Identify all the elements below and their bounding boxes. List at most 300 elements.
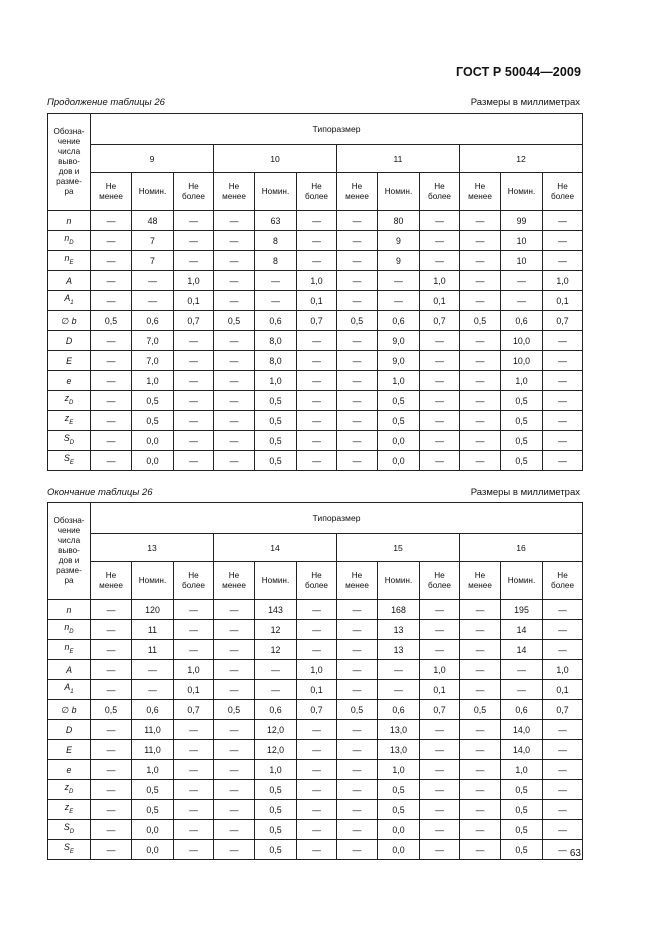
value-cell: —: [501, 291, 543, 311]
value-cell: 1,0: [543, 660, 583, 680]
subheader-cell: Номин.: [378, 173, 420, 211]
value-cell: 0,7: [420, 311, 460, 331]
value-cell: —: [337, 291, 378, 311]
value-cell: 0,0: [132, 431, 174, 451]
value-cell: —: [91, 411, 132, 431]
value-cell: 0,0: [132, 840, 174, 860]
size-header: 10: [214, 145, 337, 173]
value-cell: —: [420, 451, 460, 471]
value-cell: —: [543, 720, 583, 740]
value-cell: —: [543, 371, 583, 391]
value-cell: —: [543, 620, 583, 640]
value-cell: 0,1: [420, 291, 460, 311]
value-cell: 0,5: [132, 391, 174, 411]
symbol-cell: [48, 600, 91, 620]
value-cell: —: [174, 451, 214, 471]
value-cell: —: [543, 740, 583, 760]
value-cell: 1,0: [255, 760, 297, 780]
value-cell: —: [337, 371, 378, 391]
table-title: Окончание таблицы 26: [47, 487, 153, 498]
size-header: 15: [337, 534, 460, 562]
symbol-subscript: D: [69, 399, 74, 406]
value-cell: —: [460, 640, 501, 660]
value-cell: 0,5: [501, 800, 543, 820]
value-cell: 0,6: [378, 700, 420, 720]
value-cell: 14: [501, 640, 543, 660]
value-cell: —: [214, 231, 255, 251]
value-cell: —: [174, 431, 214, 451]
value-cell: —: [420, 740, 460, 760]
dimension-table-end: [47, 502, 583, 860]
value-cell: 0,5: [255, 800, 297, 820]
value-cell: 0,5: [255, 451, 297, 471]
value-cell: 48: [132, 211, 174, 231]
page-number: 63: [569, 848, 581, 859]
value-cell: 0,6: [132, 311, 174, 331]
symbol-subscript: E: [69, 459, 74, 466]
table-row: [48, 600, 583, 620]
value-cell: 0,6: [378, 311, 420, 331]
symbol: S: [64, 842, 70, 853]
value-cell: 8,0: [255, 331, 297, 351]
value-cell: 11,0: [132, 740, 174, 760]
symbol: E: [66, 355, 72, 366]
value-cell: —: [543, 351, 583, 371]
value-cell: 0,0: [378, 840, 420, 860]
value-cell: —: [420, 371, 460, 391]
value-cell: —: [91, 431, 132, 451]
value-cell: 0,5: [255, 820, 297, 840]
symbol-cell: [48, 391, 91, 411]
value-cell: 1,0: [132, 371, 174, 391]
value-cell: 13: [378, 620, 420, 640]
symbol-cell: [48, 371, 91, 391]
value-cell: —: [91, 640, 132, 660]
value-cell: 0,5: [255, 431, 297, 451]
value-cell: —: [214, 760, 255, 780]
value-cell: —: [337, 720, 378, 740]
value-cell: 9,0: [378, 351, 420, 371]
value-cell: 14,0: [501, 720, 543, 740]
subheader-cell: Номин.: [132, 173, 174, 211]
subheader-cell: Не более: [543, 173, 583, 211]
value-cell: —: [297, 620, 337, 640]
table-row: [48, 780, 583, 800]
header-row: [48, 503, 583, 534]
symbol-cell: [48, 720, 91, 740]
size-group-header: Типоразмер: [91, 114, 583, 145]
value-cell: —: [174, 620, 214, 640]
table-row: [48, 640, 583, 660]
value-cell: —: [214, 740, 255, 760]
value-cell: —: [337, 680, 378, 700]
subheader-row: [48, 562, 583, 600]
value-cell: —: [297, 431, 337, 451]
value-cell: 0,5: [378, 780, 420, 800]
table-row: [48, 411, 583, 431]
subheader-cell: Номин.: [501, 173, 543, 211]
value-cell: —: [337, 451, 378, 471]
value-cell: —: [297, 720, 337, 740]
value-cell: —: [91, 620, 132, 640]
value-cell: —: [337, 620, 378, 640]
table-row: [48, 660, 583, 680]
value-cell: 120: [132, 600, 174, 620]
value-cell: 0,5: [501, 840, 543, 860]
value-cell: —: [255, 291, 297, 311]
value-cell: 1,0: [543, 271, 583, 291]
value-cell: 7: [132, 231, 174, 251]
value-cell: —: [174, 760, 214, 780]
value-cell: 11: [132, 620, 174, 640]
value-cell: 12,0: [255, 740, 297, 760]
value-cell: —: [460, 371, 501, 391]
symbol: A: [66, 275, 72, 286]
value-cell: —: [297, 451, 337, 471]
value-cell: —: [337, 800, 378, 820]
value-cell: 9: [378, 251, 420, 271]
value-cell: —: [297, 780, 337, 800]
value-cell: —: [214, 431, 255, 451]
value-cell: —: [91, 251, 132, 271]
value-cell: —: [543, 211, 583, 231]
value-cell: —: [337, 211, 378, 231]
subheader-cell: Номин.: [255, 562, 297, 600]
value-cell: —: [501, 660, 543, 680]
value-cell: —: [337, 231, 378, 251]
value-cell: 9: [378, 231, 420, 251]
value-cell: —: [214, 371, 255, 391]
value-cell: —: [255, 271, 297, 291]
symbol-subscript: D: [69, 239, 74, 246]
value-cell: —: [297, 411, 337, 431]
value-cell: —: [420, 211, 460, 231]
value-cell: —: [501, 680, 543, 700]
symbol: z: [64, 393, 70, 404]
table-row: [48, 620, 583, 640]
value-cell: —: [297, 640, 337, 660]
value-cell: —: [174, 351, 214, 371]
value-cell: 168: [378, 600, 420, 620]
value-cell: —: [174, 820, 214, 840]
value-cell: 0,5: [460, 311, 501, 331]
table-row: [48, 680, 583, 700]
value-cell: —: [337, 411, 378, 431]
value-cell: 0,5: [255, 780, 297, 800]
value-cell: 9,0: [378, 331, 420, 351]
value-cell: 0,1: [174, 680, 214, 700]
value-cell: 0,5: [132, 411, 174, 431]
value-cell: —: [420, 620, 460, 640]
value-cell: —: [460, 251, 501, 271]
value-cell: 0,5: [214, 311, 255, 331]
value-cell: 13,0: [378, 740, 420, 760]
symbol-subscript: D: [69, 439, 75, 446]
value-cell: —: [543, 840, 583, 860]
value-cell: 0,5: [132, 780, 174, 800]
symbol-cell: [48, 311, 91, 331]
size-group-header: Типоразмер: [91, 503, 583, 534]
symbol-cell: [48, 840, 91, 860]
value-cell: —: [297, 600, 337, 620]
value-cell: —: [297, 820, 337, 840]
value-cell: —: [460, 660, 501, 680]
value-cell: —: [174, 371, 214, 391]
size-header: 16: [460, 534, 583, 562]
value-cell: 0,5: [132, 800, 174, 820]
value-cell: —: [337, 740, 378, 760]
value-cell: —: [91, 680, 132, 700]
symbol-cell: [48, 620, 91, 640]
table-row: [48, 820, 583, 840]
value-cell: —: [91, 271, 132, 291]
symbol-cell: [48, 231, 91, 251]
value-cell: —: [214, 840, 255, 860]
value-cell: —: [174, 640, 214, 660]
value-cell: 8: [255, 231, 297, 251]
value-cell: —: [297, 331, 337, 351]
value-cell: —: [543, 760, 583, 780]
value-cell: —: [460, 331, 501, 351]
table-row: [48, 311, 583, 331]
value-cell: 11,0: [132, 720, 174, 740]
symbol: ∅ b: [61, 315, 77, 326]
table-row: [48, 251, 583, 271]
value-cell: —: [460, 760, 501, 780]
value-cell: —: [297, 231, 337, 251]
value-cell: 0,6: [132, 700, 174, 720]
value-cell: —: [214, 620, 255, 640]
value-cell: —: [297, 760, 337, 780]
value-cell: 1,0: [255, 371, 297, 391]
value-cell: —: [297, 800, 337, 820]
value-cell: —: [91, 720, 132, 740]
value-cell: —: [214, 331, 255, 351]
symbol-subscript: 1: [70, 688, 74, 695]
value-cell: —: [255, 680, 297, 700]
value-cell: —: [214, 251, 255, 271]
value-cell: 0,0: [132, 451, 174, 471]
value-cell: —: [543, 800, 583, 820]
value-cell: 0,1: [543, 680, 583, 700]
symbol: e: [66, 764, 72, 775]
value-cell: 0,5: [501, 411, 543, 431]
value-cell: 0,5: [501, 780, 543, 800]
value-cell: 0,7: [297, 700, 337, 720]
value-cell: 0,7: [174, 700, 214, 720]
value-cell: 143: [255, 600, 297, 620]
subheader-cell: Номин.: [378, 562, 420, 600]
value-cell: —: [174, 211, 214, 231]
value-cell: —: [337, 351, 378, 371]
value-cell: —: [460, 740, 501, 760]
symbol-cell: [48, 660, 91, 680]
value-cell: —: [337, 660, 378, 680]
value-cell: —: [543, 411, 583, 431]
value-cell: —: [214, 720, 255, 740]
table-row: [48, 231, 583, 251]
subheader-cell: Не более: [543, 562, 583, 600]
value-cell: 0,5: [501, 391, 543, 411]
value-cell: —: [132, 680, 174, 700]
subheader-cell: Не более: [297, 562, 337, 600]
table-row: [48, 271, 583, 291]
value-cell: —: [91, 331, 132, 351]
value-cell: 0,6: [255, 700, 297, 720]
value-cell: —: [214, 451, 255, 471]
value-cell: —: [460, 411, 501, 431]
subheader-cell: Не менее: [91, 173, 132, 211]
value-cell: 0,7: [543, 311, 583, 331]
value-cell: —: [460, 391, 501, 411]
value-cell: 1,0: [420, 271, 460, 291]
value-cell: 10: [501, 231, 543, 251]
symbol-cell: [48, 820, 91, 840]
value-cell: —: [337, 431, 378, 451]
value-cell: 10,0: [501, 351, 543, 371]
value-cell: —: [460, 840, 501, 860]
value-cell: —: [91, 740, 132, 760]
value-cell: 1,0: [378, 760, 420, 780]
value-cell: 0,6: [501, 311, 543, 331]
size-header: 11: [337, 145, 460, 173]
value-cell: —: [460, 351, 501, 371]
table-title: Продолжение таблицы 26: [47, 97, 165, 108]
symbol-subscript: D: [69, 788, 74, 795]
subheader-cell: Не менее: [214, 173, 255, 211]
value-cell: —: [420, 331, 460, 351]
symbol: D: [65, 335, 73, 346]
value-cell: —: [543, 451, 583, 471]
symbol-subscript: E: [69, 419, 74, 426]
value-cell: —: [297, 740, 337, 760]
value-cell: 14,0: [501, 740, 543, 760]
value-cell: —: [420, 840, 460, 860]
value-cell: —: [214, 271, 255, 291]
value-cell: 0,1: [420, 680, 460, 700]
subheader-cell: Номин.: [132, 562, 174, 600]
value-cell: —: [91, 211, 132, 231]
value-cell: 0,5: [378, 800, 420, 820]
size-row: [48, 534, 583, 562]
symbol: n: [66, 604, 72, 615]
value-cell: 10: [501, 251, 543, 271]
value-cell: —: [420, 760, 460, 780]
symbol-cell: [48, 211, 91, 231]
value-cell: —: [174, 600, 214, 620]
symbol: A: [64, 682, 71, 693]
symbol-subscript: E: [69, 259, 74, 266]
value-cell: 63: [255, 211, 297, 231]
value-cell: 11: [132, 640, 174, 660]
symbol: S: [63, 433, 70, 444]
symbol-cell: [48, 411, 91, 431]
value-cell: 12: [255, 640, 297, 660]
symbol: z: [64, 782, 70, 793]
symbol-cell: [48, 780, 91, 800]
value-cell: 7,0: [132, 351, 174, 371]
value-cell: 7,0: [132, 331, 174, 351]
value-cell: 8,0: [255, 351, 297, 371]
symbol-cell: [48, 700, 91, 720]
table-row: [48, 371, 583, 391]
value-cell: —: [174, 331, 214, 351]
symbol: D: [65, 724, 73, 735]
size-header: 13: [91, 534, 214, 562]
value-cell: —: [214, 391, 255, 411]
value-cell: —: [420, 640, 460, 660]
symbol-subscript: E: [69, 808, 74, 815]
value-cell: —: [297, 211, 337, 231]
symbol: n: [64, 642, 70, 653]
value-cell: 0,1: [543, 291, 583, 311]
value-cell: —: [543, 640, 583, 660]
value-cell: 14: [501, 620, 543, 640]
symbol: n: [66, 215, 72, 226]
value-cell: —: [297, 840, 337, 860]
value-cell: 0,1: [174, 291, 214, 311]
value-cell: 0,5: [378, 411, 420, 431]
value-cell: 0,5: [378, 391, 420, 411]
value-cell: 13,0: [378, 720, 420, 740]
symbol-cell: [48, 251, 91, 271]
subheader-cell: Не менее: [460, 562, 501, 600]
table-row: [48, 211, 583, 231]
value-cell: 195: [501, 600, 543, 620]
value-cell: 0,0: [378, 431, 420, 451]
size-header: 12: [460, 145, 583, 173]
table-row: [48, 720, 583, 740]
value-cell: —: [297, 391, 337, 411]
value-cell: —: [460, 820, 501, 840]
value-cell: —: [543, 251, 583, 271]
table-row: [48, 840, 583, 860]
value-cell: 13: [378, 640, 420, 660]
symbol: n: [64, 622, 70, 633]
value-cell: 0,5: [501, 451, 543, 471]
symbol: z: [64, 802, 70, 813]
value-cell: —: [420, 720, 460, 740]
value-cell: —: [91, 231, 132, 251]
value-cell: 1,0: [420, 660, 460, 680]
value-cell: —: [91, 391, 132, 411]
table-row: [48, 331, 583, 351]
value-cell: —: [214, 640, 255, 660]
table-row: [48, 800, 583, 820]
value-cell: —: [460, 720, 501, 740]
value-cell: —: [460, 231, 501, 251]
subheader-cell: Номин.: [501, 562, 543, 600]
value-cell: —: [91, 760, 132, 780]
document-id: ГОСТ Р 50044—2009: [455, 65, 581, 79]
value-cell: —: [214, 780, 255, 800]
value-cell: —: [91, 351, 132, 371]
symbol: S: [63, 822, 70, 833]
subheader-cell: Не менее: [460, 173, 501, 211]
symbol-cell: [48, 271, 91, 291]
value-cell: —: [214, 291, 255, 311]
value-cell: —: [337, 780, 378, 800]
value-cell: —: [420, 780, 460, 800]
table-row: [48, 391, 583, 411]
value-cell: —: [378, 271, 420, 291]
value-cell: —: [91, 291, 132, 311]
value-cell: 0,0: [378, 451, 420, 471]
value-cell: —: [297, 251, 337, 271]
value-cell: —: [91, 780, 132, 800]
value-cell: —: [91, 371, 132, 391]
value-cell: 0,5: [214, 700, 255, 720]
